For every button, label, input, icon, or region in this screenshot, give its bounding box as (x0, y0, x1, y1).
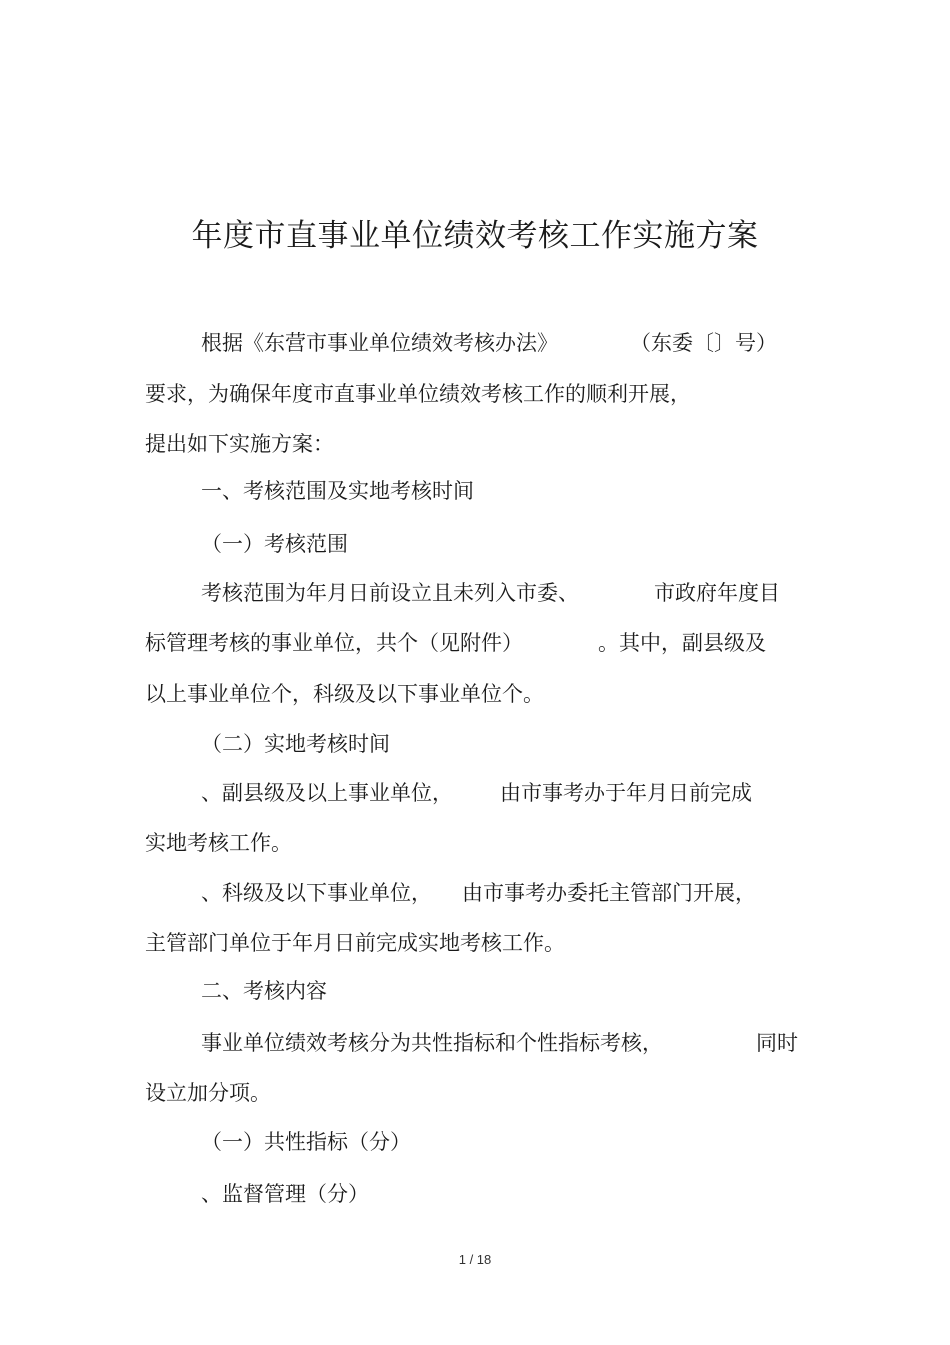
intro-line1-b: （东委〔〕号） (630, 331, 777, 355)
intro-line3: 提出如下实施方案： (145, 432, 334, 456)
content-line1-a: 事业单位绩效考核分为共性指标和个性指标考核， (201, 1031, 663, 1055)
time-item2-line1-b: 由市事考办委托主管部门开展， (462, 881, 756, 905)
intro-line1-a: 根据《东营市事业单位绩效考核办法》 (201, 331, 558, 355)
time-item1-line2: 实地考核工作。 (145, 831, 292, 855)
scope-line3: 以上事业单位个，科级及以下事业单位个。 (145, 682, 544, 706)
scope-line2-b: 。其中，副县级及 (598, 631, 766, 655)
time-item2-line1-a: 、科级及以下事业单位， (201, 881, 432, 905)
section1-sub1-heading: （一）考核范围 (201, 532, 348, 556)
content-line1-b: 同时 (756, 1031, 798, 1055)
section1-heading: 一、考核范围及实地考核时间 (201, 479, 474, 503)
document-title: 年度市直事业单位绩效考核工作实施方案 (191, 218, 759, 254)
section2-sub1-heading: （一）共性指标（分） (201, 1130, 411, 1154)
section1-sub2-heading: （二）实地考核时间 (201, 732, 390, 756)
scope-line1-a: 考核范围为年月日前设立且未列入市委、 (201, 581, 579, 605)
section2-heading: 二、考核内容 (201, 979, 327, 1003)
content-line2: 设立加分项。 (145, 1081, 271, 1105)
intro-line2: 要求，为确保年度市直事业单位绩效考核工作的顺利开展， (145, 382, 691, 406)
scope-line1-b: 市政府年度目 (654, 581, 780, 605)
section2-item1: 、监督管理（分） (201, 1182, 369, 1206)
page-indicator: 1 / 18 (458, 1252, 492, 1267)
time-item1-line1-a: 、副县级及以上事业单位， (201, 781, 453, 805)
time-item1-line1-b: 由市事考办于年月日前完成 (500, 781, 752, 805)
time-item2-line2: 主管部门单位于年月日前完成实地考核工作。 (145, 931, 565, 955)
scope-line2-a: 标管理考核的事业单位，共个（见附件） (145, 631, 523, 655)
